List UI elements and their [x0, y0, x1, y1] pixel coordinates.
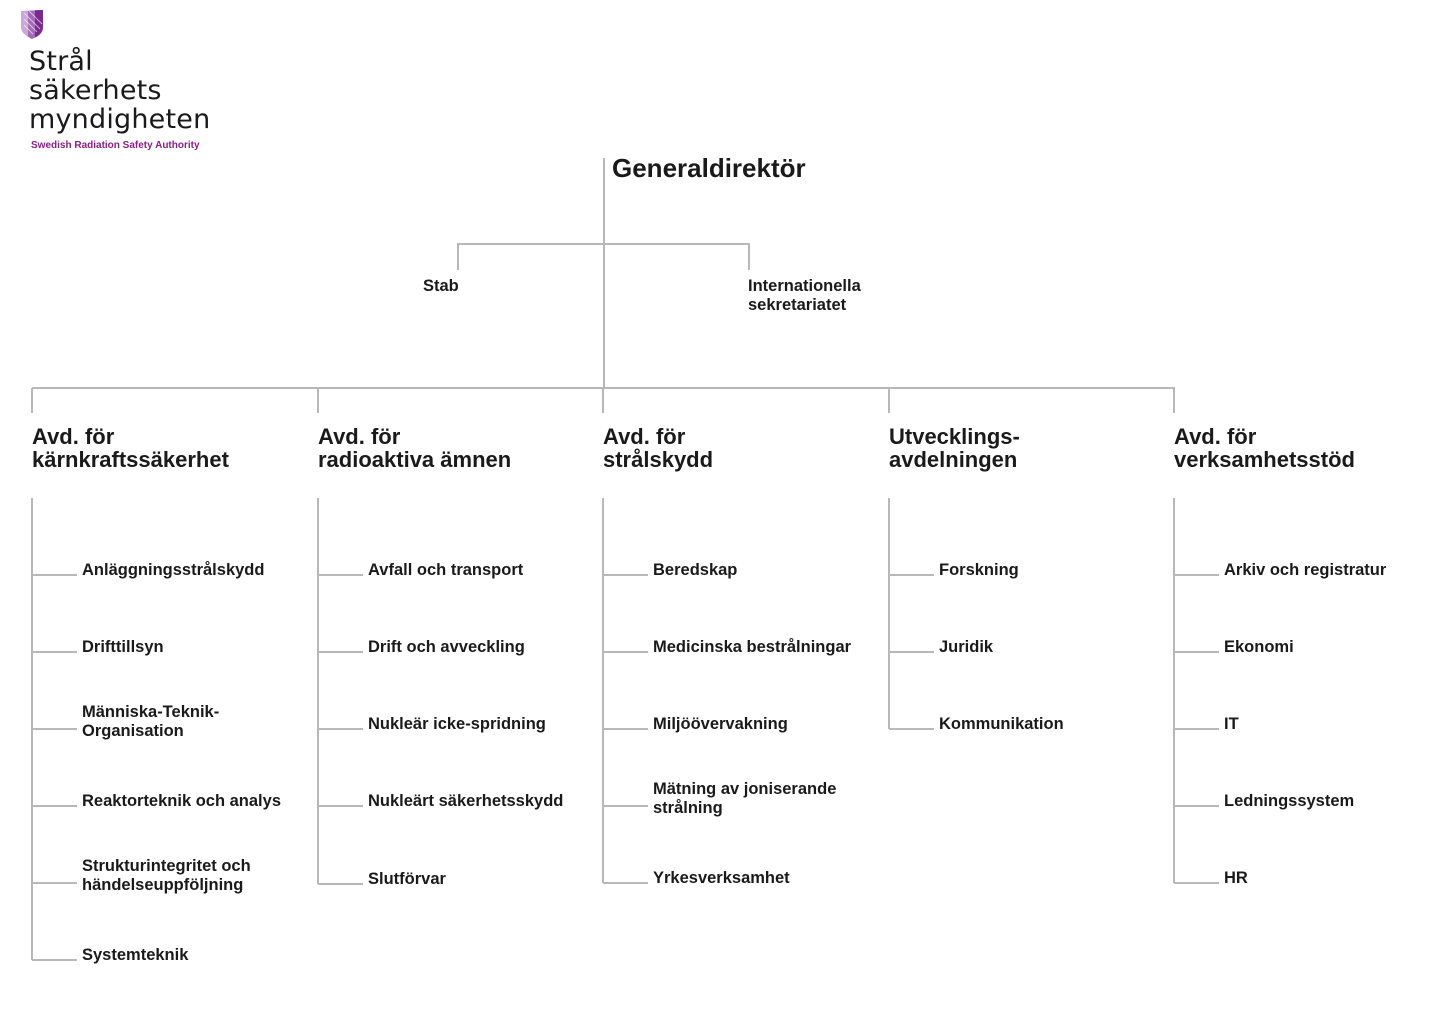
- logo-text-line-1: Strål: [29, 46, 93, 77]
- department-title-line-2: verksamhetsstöd: [1174, 447, 1355, 472]
- department-title: [1174, 425, 1355, 471]
- unit-label: IT: [1224, 715, 1239, 733]
- director-title: Generaldirektör: [612, 153, 806, 183]
- unit-label: Drift och avveckling: [368, 638, 525, 656]
- unit-label: Kommunikation: [939, 715, 1064, 733]
- staff-unit-stab: Stab: [423, 277, 459, 295]
- unit-label: Ekonomi: [1224, 638, 1294, 656]
- staff-unit-international-line-1: Internationella: [748, 277, 861, 295]
- unit-label: Miljöövervakning: [653, 715, 788, 733]
- unit-label: Människa-Teknik-: [82, 703, 220, 721]
- unit-label: händelseuppföljning: [82, 876, 244, 894]
- department-title-line-1: Avd. för: [32, 424, 115, 449]
- unit-label: Beredskap: [653, 561, 738, 579]
- department-title-line-2: radioaktiva ämnen: [318, 447, 512, 472]
- unit-label: Systemteknik: [82, 946, 189, 964]
- unit-label: Anläggningsstrålskydd: [82, 561, 265, 579]
- unit-label: HR: [1224, 869, 1248, 887]
- unit-label: Medicinska bestrålningar: [653, 638, 852, 656]
- logo-text-line-2: säkerhets: [29, 75, 162, 106]
- department-title-line-2: strålskydd: [603, 447, 714, 472]
- shield-logo-icon: [20, 9, 44, 39]
- unit-label: Strukturintegritet och: [82, 857, 251, 875]
- unit-label: Avfall och transport: [368, 561, 524, 579]
- department-title-line-2: kärnkraftssäkerhet: [32, 447, 229, 472]
- department-title-line-1: Utvecklings-: [889, 424, 1020, 449]
- connector-lines-group: [32, 158, 1219, 960]
- unit-label: strålning: [653, 799, 723, 817]
- logo-text-line-3: myndigheten: [29, 104, 211, 135]
- department-title-line-1: Avd. för: [1174, 424, 1257, 449]
- unit-label: Organisation: [82, 722, 184, 740]
- department-title-line-1: Avd. för: [318, 424, 401, 449]
- logo-subtitle: Swedish Radiation Safety Authority: [31, 140, 200, 151]
- unit-label: Nukleärt säkerhetsskydd: [368, 792, 564, 810]
- unit-label: Drifttillsyn: [82, 638, 164, 656]
- unit-label: Mätning av joniserande: [653, 780, 837, 798]
- department-title: [603, 425, 713, 471]
- unit-label: Slutförvar: [368, 870, 446, 888]
- unit-label: Forskning: [939, 561, 1019, 579]
- department-title: [889, 425, 1020, 471]
- unit-label: Reaktorteknik och analys: [82, 792, 281, 810]
- department-title: [32, 425, 229, 471]
- department-title: [318, 425, 511, 471]
- unit-label: Juridik: [939, 638, 994, 656]
- unit-label: Nukleär icke-spridning: [368, 715, 546, 733]
- unit-label: Arkiv och registratur: [1224, 561, 1387, 579]
- staff-unit-international-line-2: sekretariatet: [748, 296, 847, 314]
- unit-label: Ledningssystem: [1224, 792, 1355, 810]
- unit-label: Yrkesverksamhet: [653, 869, 790, 887]
- department-title-line-2: avdelningen: [889, 447, 1018, 472]
- department-title-line-1: Avd. för: [603, 424, 686, 449]
